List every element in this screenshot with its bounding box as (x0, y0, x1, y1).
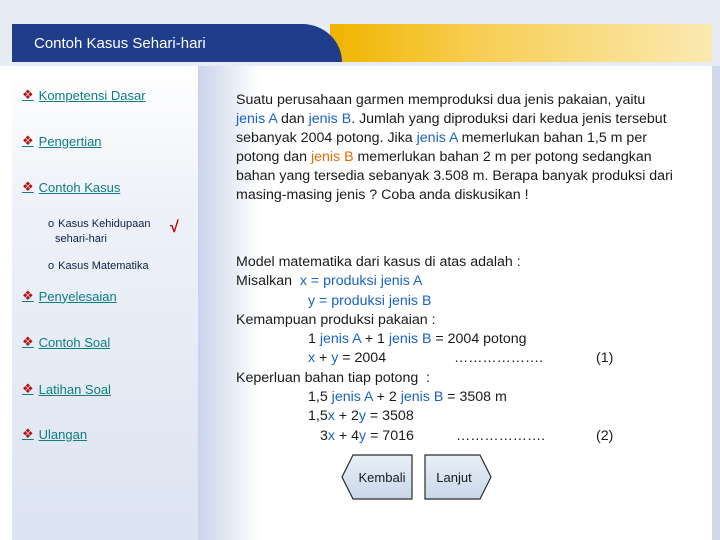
text-segment: Suatu perusahaan garmen memproduksi dua jenis pakaian, yaitu (236, 92, 646, 108)
equation-2 (236, 427, 676, 446)
subitem-label: Kasus Kehidupaan (58, 218, 151, 230)
model-misalkan (236, 272, 676, 291)
text-segment: dan (277, 111, 309, 127)
equation-2a (236, 407, 676, 426)
sidebar-subitem-kasus-matematika[interactable] (48, 259, 149, 274)
dots-leader: ………………. (454, 350, 544, 367)
highlight-jenis-b: jenis B (310, 149, 354, 165)
var-y: y (331, 350, 339, 367)
model-kemampuan: Kemampuan produksi pakaian : (236, 311, 436, 328)
var-y: y (359, 427, 367, 444)
sidebar-item-label: Penyelesaian (38, 288, 117, 304)
diamond-bullet-icon: ❖ (22, 288, 34, 303)
text-segment: memerlukan bahan 2 m per potong sedangkan bahan yang tersedia sebanyak 3.508 m. Berapa banyak produksi dari masing-masing jenis ? Coba anda diskusikan ! (236, 149, 673, 203)
sidebar-item-label: Latihan Soal (38, 381, 111, 397)
model-keperluan: Keperluan bahan tiap potong : (236, 369, 431, 386)
diamond-bullet-icon: ❖ (22, 334, 34, 349)
text-segment: 1,5 (308, 408, 328, 425)
text-segment: + 4 (334, 427, 360, 444)
text-segment: = 3508 m (443, 389, 507, 406)
highlight-jenis-a: jenis A (416, 130, 458, 146)
sidebar-item-label: Contoh Soal (38, 334, 111, 350)
subitem-label: Kasus Matematika (58, 260, 149, 272)
next-label: Lanjut (436, 469, 472, 485)
text-segment: + 2 (372, 389, 401, 406)
text-segment: 3 (320, 427, 328, 444)
text-segment: = 2004 (338, 350, 387, 367)
checkmark-icon: √ (170, 219, 179, 236)
sidebar-item-kompetensi-dasar[interactable] (22, 87, 146, 103)
text-segment: = 2004 potong (431, 331, 527, 348)
var-y: y (358, 408, 366, 425)
highlight-jenis-b: jenis B (400, 389, 444, 406)
y-definition: y = produksi jenis B (308, 292, 432, 309)
next-button[interactable] (424, 454, 492, 500)
sidebar-item-label: Contoh Kasus (38, 179, 121, 195)
text-segment: . Jumlah yang diproduksi dari kedua jenis tersebut sebanyak 2004 potong. Jika (236, 111, 667, 146)
equation-number: (1) (596, 350, 614, 367)
sidebar-item-label: Kompetensi Dasar (38, 87, 146, 103)
sidebar-item-ulangan[interactable] (22, 426, 87, 442)
text-segment: memerlukan bahan 1,5 m per potong dan (236, 130, 647, 165)
sidebar-item-contoh-soal[interactable] (22, 334, 110, 350)
highlight-jenis-a: jenis A (319, 331, 361, 348)
diamond-bullet-icon: ❖ (22, 426, 34, 441)
text-segment: + 2 (334, 408, 359, 425)
back-button[interactable] (341, 454, 413, 500)
highlight-jenis-a: jenis A (236, 111, 278, 127)
dots-leader: ………………. (456, 427, 546, 444)
sidebar-item-penyelesaian[interactable] (22, 288, 117, 304)
model-keperluan-eq (236, 388, 676, 407)
diamond-bullet-icon: ❖ (22, 87, 34, 102)
text-segment: = 7016 (366, 427, 414, 444)
text-segment: + 1 (360, 331, 389, 348)
sidebar-item-latihan-soal[interactable] (22, 381, 111, 397)
sidebar-item-pengertian[interactable] (22, 133, 102, 149)
var-x: x (308, 350, 316, 367)
highlight-jenis-b: jenis B (308, 111, 352, 127)
sidebar-item-contoh-kasus[interactable] (22, 179, 120, 195)
text-segment: = 3508 (365, 408, 414, 425)
text-segment: Misalkan (236, 273, 300, 290)
highlight-jenis-b: jenis B (388, 331, 432, 348)
problem-text (236, 91, 676, 205)
model-intro: Model matematika dari kasus di atas adalah : (236, 254, 521, 270)
sidebar-subitem-kasus-kehidupan[interactable] (48, 217, 150, 247)
highlight-jenis-a: jenis A (331, 389, 373, 406)
model-y-definition (236, 292, 676, 311)
panel-edge (712, 66, 720, 540)
back-label: Kembali (358, 469, 406, 485)
var-x: x (327, 427, 335, 444)
text-segment: 1,5 (308, 389, 332, 406)
diamond-bullet-icon: ❖ (22, 179, 34, 194)
sidebar-item-label: Pengertian (38, 133, 102, 149)
subitem-label-line2: sehari-hari (55, 233, 107, 245)
sidebar-item-label: Ulangan (38, 426, 88, 442)
math-model (236, 253, 676, 446)
header-accent (330, 24, 712, 62)
x-definition: x = produksi jenis A (299, 273, 423, 290)
var-x: x (327, 408, 335, 425)
circle-bullet-icon: o (48, 218, 55, 230)
model-kemampuan-eq (236, 330, 676, 349)
equation-number: (2) (596, 427, 614, 444)
diamond-bullet-icon: ❖ (22, 133, 34, 148)
text-segment: + (315, 350, 332, 367)
circle-bullet-icon: o (48, 260, 55, 272)
text-segment: 1 (308, 331, 320, 348)
diamond-bullet-icon: ❖ (22, 381, 34, 396)
equation-1 (236, 349, 676, 368)
page-title: Contoh Kasus Sehari-hari (34, 35, 206, 52)
